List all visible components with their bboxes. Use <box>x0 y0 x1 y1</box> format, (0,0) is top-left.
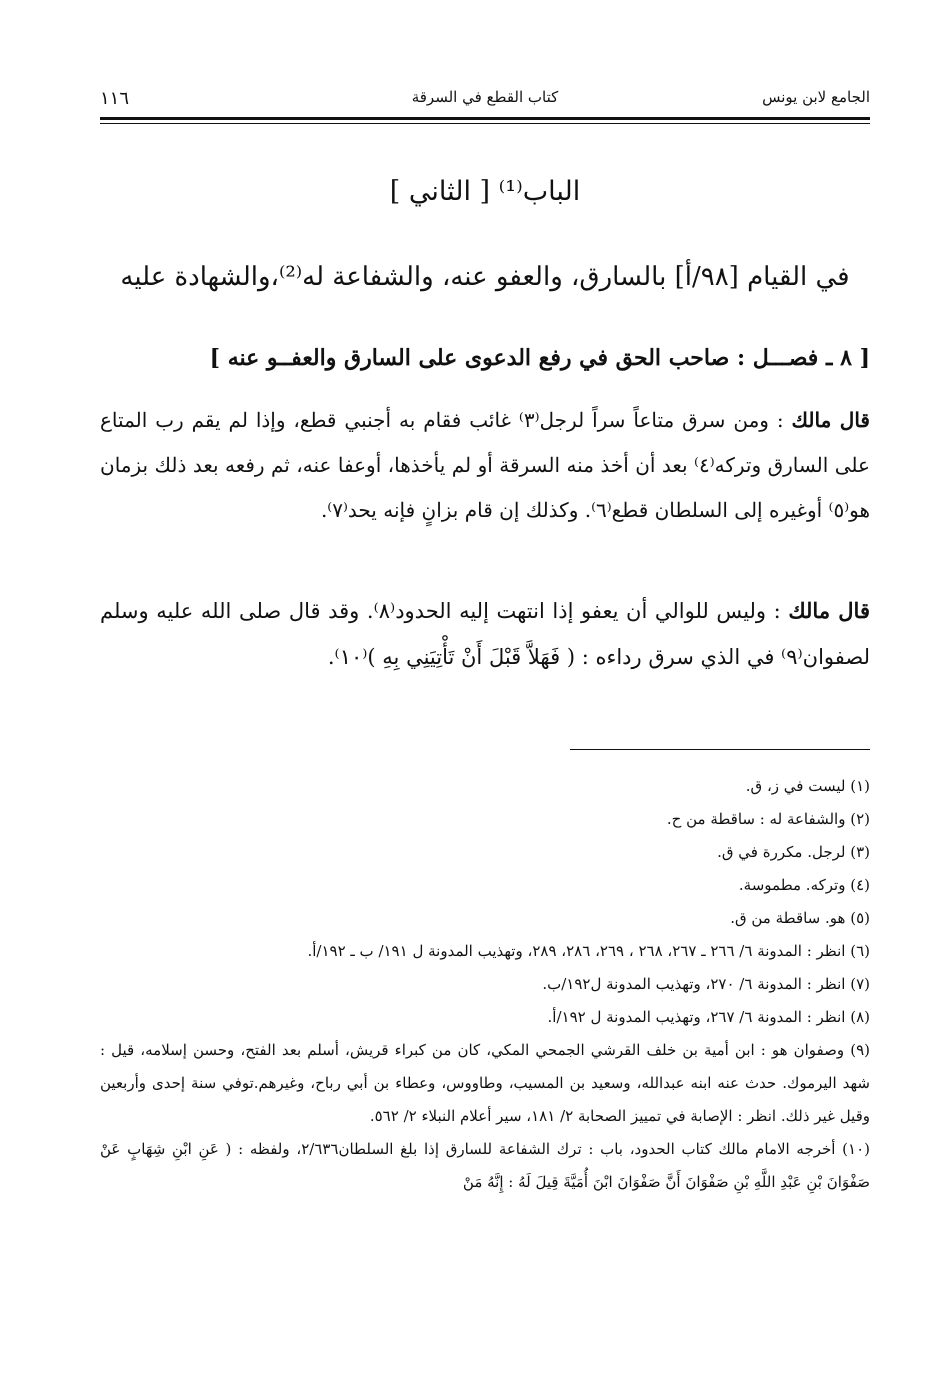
header-chapter-title: كتاب القطع في السرقة <box>411 88 559 106</box>
header-book-title: الجامع لابن يونس <box>762 88 870 106</box>
footnote-7: (٧) انظر : المدونة ٦/ ٢٧٠، وتهذيب المدونة ل١٩٢/ب. <box>542 975 870 993</box>
footnote-9: (٩) وصفوان هو : ابن أمية بن خلف القرشي الجمحي المكي، كان من كبراء قريش، أسلم بعد الفتح، وحسن إسلامه، قيل : شهد اليرموك. حدث عنه ابنه عبدالله، وسعيد بن المسيب، وطاووس، وعطاء بن أبي رباح، وغيرهم.توفي سنة إحدى وأربعين وقيل غير ذلك. انظر : الإصابة في تمييز الصحابة ٢/ ١٨١، سير أعلام النبلاء ٢/ ٥٦٢. <box>100 1041 870 1125</box>
section-heading: [ ٨ ـ فصـــل : صاحب الحق في رفع الدعوى على السارق والعفــو عنه ] <box>209 345 870 371</box>
footnote-4: (٤) وتركه. مطموسة. <box>738 876 870 894</box>
paragraph-1-lead: قال مالك <box>791 408 870 432</box>
paragraph-1-text: : ومن سرق متاعاً سراً لرجل⁽٣⁾ غائب فقام به أجنبي قطع، وإذا لم يقم رب المتاع على السارق وتركه⁽٤⁾ بعد أن أخذ منه السرقة أو لم يأخذها، أوعفا عنه، ثم رفعه بعد ذلك بزمان هو⁽٥⁾ أوغيره إلى السلطان قطع⁽٦⁾. وكذلك إن قام بزانٍ فإنه يحد⁽٧⁾. <box>100 408 870 522</box>
footnote-8: (٨) انظر : المدونة ٦/ ٢٦٧، وتهذيب المدونة ل ١٩٢/أ. <box>547 1008 870 1026</box>
paragraph-2 <box>100 588 870 680</box>
running-header <box>100 88 870 112</box>
paragraph-1 <box>100 398 870 533</box>
footnote-5: (٥) هو. ساقطة من ق. <box>730 909 870 927</box>
footnote-2: (٢) والشفاعة له : ساقطة من ح. <box>666 810 870 828</box>
page-number: ١١٦ <box>100 88 130 109</box>
paragraph-2-lead: قال مالك <box>788 598 870 623</box>
footnote-1: (١) ليست في ز، ق. <box>745 777 870 795</box>
footnote-3: (٣) لرجل. مكررة في ق. <box>717 843 870 861</box>
header-divider <box>100 117 870 124</box>
footnote-6: (٦) انظر : المدونة ٦/ ٢٦٦ ـ ٢٦٧، ٢٦٨ ، ٢٦٩، ٢٨٦، ٢٨٩، وتهذيب المدونة ل ١٩١/ ب ـ ١٩٢/أ. <box>307 942 870 960</box>
chapter-title: الباب⁽¹⁾ [ الثاني ] <box>389 176 581 207</box>
footnote-10: (١٠) أخرجه الامام مالك كتاب الحدود، باب : ترك الشفاعة للسارق إذا بلغ السلطان٢/٦٣٦، ولفظه : ( عَنِ ابْنِ شِهَابٍ عَنْ صَفْوَانَ بْنِ عَبْدِ اللَّهِ بْنِ صَفْوَانَ أَنَّ صَفْوَانَ ابْنَ أُمَيَّةَ قِيلَ لَهُ : إِنَّهُ مَنْ <box>100 1140 870 1191</box>
chapter-subtitle: في القيام [٩٨/أ] بالسارق، والعفو عنه، والشفاعة له⁽²⁾،والشهادة عليه <box>120 262 850 292</box>
paragraph-2-text: : وليس للوالي أن يعفو إذا انتهت إليه الحدود⁽٨⁾. وقد قال صلى الله عليه وسلم لصفوان⁽٩⁾ في الذي سرق رداءه : ( فَهَلاَّ قَبْلَ أَنْ تَأْتِيَنِي بِهِ )⁽١٠⁾. <box>100 599 870 669</box>
footnote-divider <box>570 749 870 750</box>
footnotes <box>100 770 870 1199</box>
